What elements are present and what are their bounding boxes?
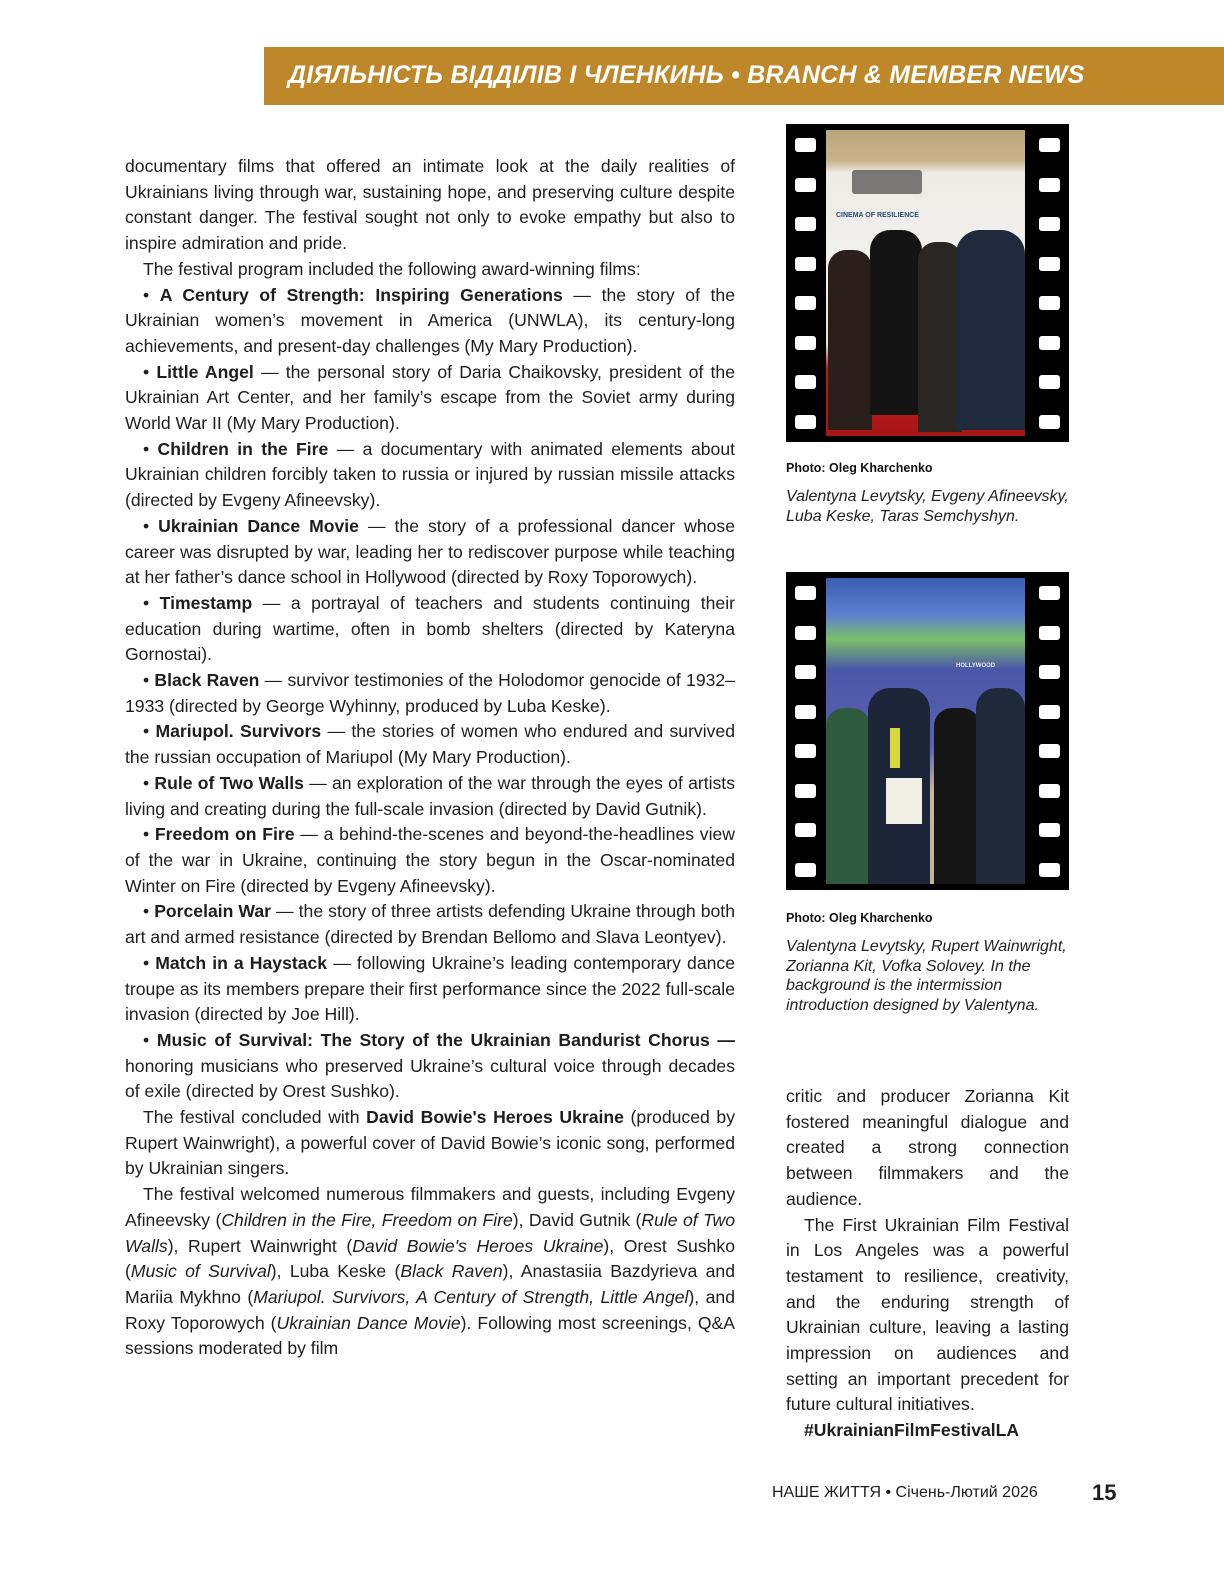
continuation-paragraph: critic and producer Zorianna Kit fostered meaningful dialogue and created a strong connection between filmmakers and the audience. <box>786 1086 1069 1209</box>
article-left-column <box>125 154 735 1362</box>
film-sprocket-hole <box>1039 586 1060 600</box>
film-sprocket-hole <box>795 178 816 192</box>
film-sprocket-hole <box>1039 744 1060 758</box>
film-title: David Bowie's Heroes Ukraine <box>366 1107 624 1128</box>
film-sprocket-hole <box>1039 178 1060 192</box>
film-sprocket-hole <box>1039 665 1060 679</box>
film-description: — a portrayal of teachers and students continuing their education during wartime, often in bomb shelters (directed by Kateryna Gornostai). <box>125 592 735 665</box>
film-sprocket-hole <box>1039 705 1060 719</box>
person-2 <box>870 230 922 415</box>
film-list-item: • Children in the Fire — a documentary with animated elements about Ukrainian children forcibly taken to russia or injured by russian missile attacks (directed by Evgeny Afineevsky). <box>125 438 735 511</box>
film-sprocket-hole <box>1039 784 1060 798</box>
photo-credit-2: Photo: Oleg Kharchenko <box>786 911 933 925</box>
film-list-item: • Freedom on Fire — a behind-the-scenes and beyond-the-headlines view of the war in Ukraine, continuing the story begun in the Oscar-nominated Winter on Fire (directed by Evgeny Afineevsky). <box>125 824 735 896</box>
film-title: A Century of Strength: Inspiring Generations <box>159 284 563 305</box>
photo-2 <box>826 578 1025 884</box>
film-list-item: • Porcelain War — the story of three artists defending Ukraine through both art and armed resistance (directed by Brendan Bellomo and Slava Leontyev). <box>125 901 735 948</box>
film-title: Mariupol. Survivors <box>155 721 322 742</box>
film-title: Little Angel <box>156 361 254 382</box>
film-sprocket-hole <box>795 784 816 798</box>
film-description: — a documentary with animated elements about Ukrainian children forcibly taken to russia or injured by russian missile attacks (directed by Evgeny Afineevsky). <box>125 438 735 511</box>
person-4 <box>976 688 1025 884</box>
photo-film-strip-1 <box>786 124 1069 442</box>
photo-caption-2: Valentyna Levytsky, Rupert Wainwright, Zorianna Kit, Vofka Solovey. In the background is the intermission introduction designed by Valentyna. <box>786 938 1067 1014</box>
section-title: ДІЯЛЬНІСТЬ ВІДДІЛІВ І ЧЛЕНКИНЬ • BRANCH & MEMBER NEWS <box>288 61 1085 89</box>
guests-paragraph: The festival welcomed numerous filmmakers and guests, including Evgeny Afineevsky (Children in the Fire, Freedom on Fire), David Gutnik (Rule of Two Walls), Rupert Wainwright (David Bowie's Heroes Ukraine), Orest Sushko (Music of Survival), Luba Keske (Black Raven), Anastasiia Bazdyrieva and Mariia Mykhno (Mariupol. Survivors, A Century of Strength, Little Angel), and Roxy Toporowych (Ukrainian Dance Movie). Following most screenings, Q&A sessions moderated by film <box>125 1184 736 1359</box>
film-sprocket-hole <box>795 296 816 310</box>
film-description: — following Ukraine’s leading contemporary dance troupe as its members prepare their first performance since the 2022 full-scale invasion (directed by Joe Hill). <box>125 952 735 1025</box>
film-sprocket-hole <box>1039 626 1060 640</box>
film-sprocket-hole <box>795 138 816 152</box>
person-1 <box>826 708 870 884</box>
page-number: 15 <box>1092 1480 1117 1505</box>
film-description: — a behind-the-scenes and beyond-the-headlines view of the war in Ukraine, continuing the story begun in the Oscar-nominated Winter on Fire (directed by Evgeny Afineevsky). <box>125 824 735 896</box>
film-list-item: • Mariupol. Survivors — the stories of women who endured and survived the russian occupation of Mariupol (My Mary Production). <box>125 721 735 768</box>
film-description: — an exploration of the war through the eyes of artists living and creating during the full-scale invasion (directed by David Gutnik). <box>125 772 735 819</box>
film-description: — the story of a professional dancer whose career was disrupted by war, leading her to rediscover purpose while teaching at her father’s dance school in Hollywood (directed by Roxy Toporowych). <box>125 515 735 588</box>
film-list-item: • Music of Survival: The Story of the Ukrainian Bandurist Chorus — honoring musicians who preserved Ukraine’s cultural voice through decades of exile (directed by Orest Sushko). <box>125 1029 735 1102</box>
film-sprocket-hole <box>795 863 816 877</box>
film-list <box>125 283 735 1106</box>
film-sprocket-hole <box>1039 415 1060 429</box>
film-sprocket-hole <box>1039 375 1060 389</box>
section-banner <box>264 47 1224 105</box>
film-sprocket-hole <box>795 375 816 389</box>
film-description: — the story of the Ukrainian women’s movement in America (UNWLA), its century-long achievements, and present-day challenges (My Mary Production). <box>125 284 735 356</box>
hashtag: #UkrainianFilmFestivalLA <box>804 1420 1020 1441</box>
film-sprocket-hole <box>795 336 816 350</box>
person-3 <box>934 708 980 884</box>
article-right-column <box>786 1084 1069 1444</box>
film-title: Timestamp <box>159 592 253 613</box>
film-sprocket-hole <box>1039 217 1060 231</box>
film-list-item: • Little Angel — the personal story of Daria Chaikovsky, president of the Ukrainian Art Center, and her family’s escape from the Soviet army during World War II (My Mary Production). <box>125 361 735 434</box>
backdrop-text: HOLLYWOOD <box>956 663 996 669</box>
yellow-scarf <box>890 728 900 768</box>
film-list-item: • A Century of Strength: Inspiring Generations — the story of the Ukrainian women’s movement in America (UNWLA), its century-long achievements, and present-day challenges (My Mary Production). <box>125 284 735 356</box>
photo-1 <box>826 130 1025 436</box>
film-sprocket-hole <box>795 744 816 758</box>
intro-paragraph: documentary films that offered an intimate look at the daily realities of Ukrainians living through war, sustaining hope, and preserving culture despite constant danger. The festival sought not only to evoke empathy but also to inspire admiration and pride. <box>125 156 735 254</box>
film-description: — the personal story of Daria Chaikovsky, president of the Ukrainian Art Center, and her family’s escape from the Soviet army during World War II (My Mary Production). <box>125 361 735 434</box>
film-list-item: • Black Raven — survivor testimonies of the Holodomor genocide of 1932–1933 (directed by George Wyhinny, produced by Luba Keske). <box>125 670 735 716</box>
film-title: Music of Survival: The Story of the Ukrainian Bandurist Chorus — <box>156 1029 735 1050</box>
certificate <box>886 778 922 824</box>
film-description: — the story of three artists defending Ukraine through both art and armed resistance (directed by Brendan Bellomo and Slava Leontyev). <box>125 901 735 948</box>
film-sprocket-hole <box>795 415 816 429</box>
closing-paragraph: The First Ukrainian Film Festival in Los Angeles was a powerful testament to resilience, creativity, and the enduring strength of Ukrainian culture, leaving a lasting impression on audiences and setting an important precedent for future cultural initiatives. <box>786 1214 1069 1415</box>
backdrop-text: CINEMA OF RESILIENCE <box>836 212 919 219</box>
film-title: Freedom on Fire <box>154 824 295 845</box>
film-description: — the stories of women who endured and survived the russian occupation of Mariupol (My Mary Production). <box>125 721 735 768</box>
photo-caption-1: Valentyna Levytsky, Evgeny Afineevsky, Luba Keske, Taras Semchyshyn. <box>786 488 1069 525</box>
film-sprocket-hole <box>1039 336 1060 350</box>
film-sprocket-hole <box>1039 138 1060 152</box>
film-sprocket-hole <box>795 217 816 231</box>
film-title: Children in the Fire <box>157 438 329 459</box>
film-sprocket-hole <box>795 705 816 719</box>
film-sprocket-hole <box>795 823 816 837</box>
film-title: Match in a Haystack <box>155 952 328 973</box>
film-list-item: • Rule of Two Walls — an exploration of the war through the eyes of artists living and creating during the full-scale invasion (directed by David Gutnik). <box>125 772 735 819</box>
film-sprocket-hole <box>795 665 816 679</box>
film-sprocket-hole <box>1039 257 1060 271</box>
film-list-item: • Match in a Haystack — following Ukraine’s leading contemporary dance troupe as its members prepare their first performance since the 2022 full-scale invasion (directed by Joe Hill). <box>125 952 735 1025</box>
film-sprocket-hole <box>795 257 816 271</box>
film-sprocket-hole <box>1039 823 1060 837</box>
backdrop-logo <box>852 170 922 194</box>
film-sprocket-hole <box>1039 296 1060 310</box>
program-intro: The festival program included the following award-winning films: <box>143 258 641 279</box>
film-description: honoring musicians who preserved Ukraine’s cultural voice through decades of exile (directed by Orest Sushko). <box>125 1055 735 1102</box>
photo-credit-1: Photo: Oleg Kharchenko <box>786 461 933 475</box>
film-sprocket-hole <box>795 586 816 600</box>
publication-footer: НАШЕ ЖИТТЯ • Січень-Лютий 2026 <box>772 1484 1038 1501</box>
film-sprocket-hole <box>1039 863 1060 877</box>
film-title: Rule of Two Walls <box>154 772 304 793</box>
film-list-item: • Ukrainian Dance Movie — the story of a professional dancer whose career was disrupted by war, leading her to rediscover purpose while teaching at her father’s dance school in Hollywood (directed by Roxy Toporowych). <box>125 515 735 588</box>
person-1 <box>828 250 872 430</box>
photo-film-strip-2 <box>786 572 1069 890</box>
film-sprocket-hole <box>795 626 816 640</box>
person-4 <box>956 230 1025 430</box>
film-title: Black Raven <box>154 670 260 691</box>
film-description: — survivor testimonies of the Holodomor genocide of 1932–1933 (directed by George Wyhinny, produced by Luba Keske). <box>125 670 735 716</box>
film-title: Ukrainian Dance Movie <box>158 515 359 536</box>
film-list-item: • Timestamp — a portrayal of teachers and students continuing their education during wartime, often in bomb shelters (directed by Kateryna Gornostai). <box>125 592 735 665</box>
conclusion-paragraph: The festival concluded with David Bowie's Heroes Ukraine (produced by Rupert Wainwright), a powerful cover of David Bowie’s iconic song, performed by Ukrainian singers. <box>125 1107 735 1179</box>
film-title: Porcelain War <box>154 901 272 922</box>
